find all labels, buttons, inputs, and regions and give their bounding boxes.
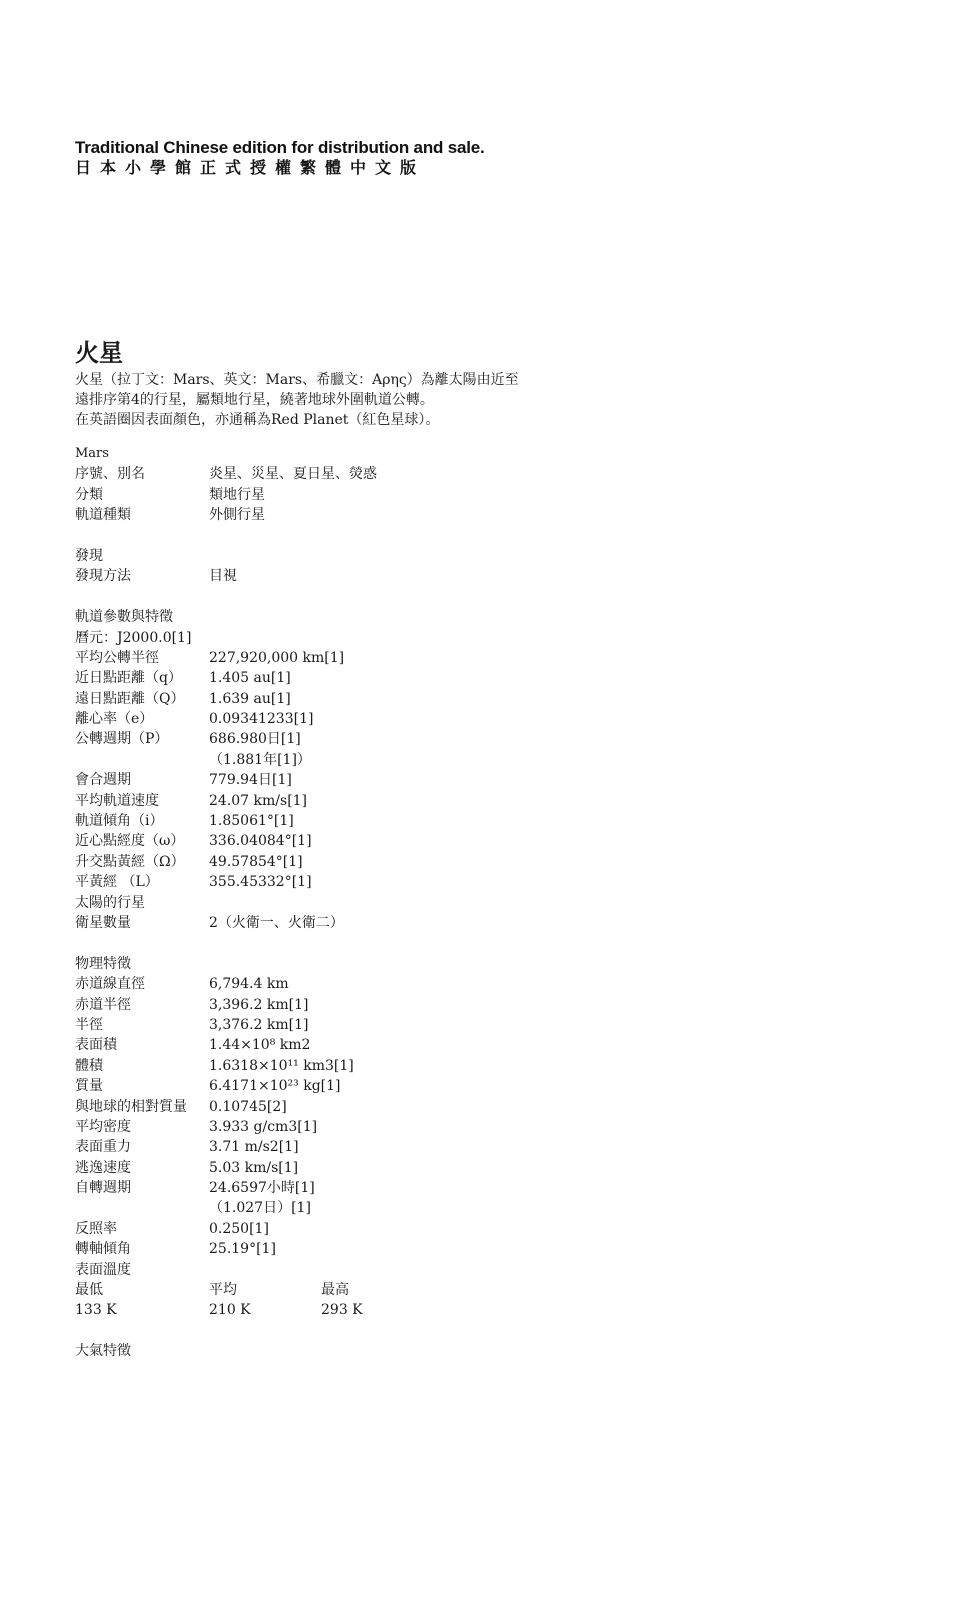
infobox-value: 炎星、災星、夏日星、熒惑 [209,466,377,483]
infobox-row [75,1056,675,1076]
infobox-row [75,1341,675,1361]
infobox-row [75,1015,675,1035]
infobox-value: 355.45332°[1] [209,874,312,891]
infobox-value: （1.027日）[1] [209,1200,311,1217]
infobox-value: 24.6597小時[1] [209,1180,315,1197]
infobox-key: 太陽的行星 [75,894,145,911]
infobox-row [75,770,675,790]
edition-chinese-line: 日本小學館正式授權繁體中文版 [75,160,426,177]
infobox-value: 0.09341233[1] [209,711,314,728]
infobox-key: 赤道線直徑 [75,976,145,993]
infobox-row [75,913,675,933]
infobox-key: 體積 [75,1057,103,1074]
infobox-key: 近心點經度（ω） [75,833,185,850]
infobox-row [75,811,675,831]
infobox-value: 目視 [209,568,237,585]
infobox-key: 軌道傾角（i） [75,813,164,830]
infobox-key: 表面積 [75,1037,117,1054]
infobox-key: 自轉週期 [75,1180,131,1197]
infobox-key: 133 K [75,1302,117,1319]
infobox-row [75,1178,675,1198]
infobox-row [75,1219,675,1239]
infobox-row [75,974,675,994]
infobox-value: 平均 [209,1282,237,1299]
infobox-key: 表面重力 [75,1139,131,1156]
infobox-row [75,464,675,484]
infobox-row [75,831,675,851]
infobox-key: 序號、別名 [75,466,145,483]
infobox-row [75,648,675,668]
infobox-key: 平黃經 （L） [75,874,159,891]
infobox-row [75,872,675,892]
infobox-row [75,1300,675,1320]
infobox-value-secondary: 最高 [321,1282,349,1299]
infobox-key: 大氣特徵 [75,1343,131,1360]
infobox-value: 227,920,000 km[1] [209,649,345,666]
intro-line: 遠排序第4的行星，屬類地行星，繞著地球外圍軌道公轉。 [75,392,434,408]
infobox-key: 離心率（e） [75,711,154,728]
infobox-row [75,1158,675,1178]
infobox-row [75,729,675,749]
infobox-row [75,607,675,627]
infobox-row [75,1137,675,1157]
article-title: 火星 [75,338,123,367]
infobox-value: 49.57854°[1] [209,853,303,870]
infobox-row [75,668,675,688]
infobox-value: 1.639 au[1] [209,690,291,707]
infobox-key: 遠日點距離（Q） [75,690,185,707]
infobox-key: 曆元：J2000.0[1] [75,629,192,646]
infobox-key: 近日點距離（q） [75,670,182,687]
infobox-key: 質量 [75,1078,103,1095]
infobox-key: 平均密度 [75,1118,131,1135]
infobox-key: 平均軌道速度 [75,792,159,809]
infobox-value: 6,794.4 km [209,976,289,993]
infobox-key: 分類 [75,486,103,503]
infobox-value: 3,376.2 km[1] [209,1016,309,1033]
infobox-value: 1.6318×10¹¹ km3[1] [209,1057,354,1074]
infobox-row [75,1239,675,1259]
infobox-row [75,566,675,586]
infobox-key: 物理特徵 [75,955,131,972]
infobox-value: 1.44×10⁸ km2 [209,1037,311,1054]
intro-line: 火星（拉丁文：Mars、英文：Mars、希臘文：Αρης）為離太陽由近至 [75,372,519,388]
infobox-key: 反照率 [75,1220,117,1237]
infobox-value: 3.933 g/cm3[1] [209,1118,318,1135]
infobox-row [75,852,675,872]
infobox-row [75,1097,675,1117]
edition-english-line: Traditional Chinese edition for distribution and sale. [75,138,485,157]
infobox-value: 2（火衛一、火衛二） [209,914,344,931]
infobox-table [75,444,675,1362]
infobox-row [75,791,675,811]
infobox-row [75,1198,675,1218]
infobox-key: Mars [75,446,109,461]
infobox-row [75,505,675,525]
infobox-value: 6.4171×10²³ kg[1] [209,1078,341,1095]
infobox-key: 表面溫度 [75,1261,131,1278]
infobox-value: 5.03 km/s[1] [209,1159,299,1176]
article-intro [75,370,895,430]
infobox-value: 0.250[1] [209,1220,269,1237]
infobox-row [75,1117,675,1137]
infobox-key: 升交點黃經（Ω） [75,853,185,870]
infobox-value: 1.85061°[1] [209,813,294,830]
infobox-key: 最低 [75,1282,103,1299]
infobox-key: 公轉週期（P） [75,731,169,748]
infobox-value: 3,396.2 km[1] [209,996,309,1013]
infobox-row [75,546,675,566]
edition-notice [75,138,485,180]
infobox-key: 半徑 [75,1016,103,1033]
infobox-row [75,954,675,974]
infobox-row [75,628,675,648]
infobox-row [75,893,675,913]
infobox-key: 軌道參數與特徵 [75,609,173,626]
infobox-row [75,1280,675,1300]
infobox-key: 軌道種類 [75,507,131,524]
infobox-value: （1.881年[1]） [209,751,311,768]
infobox-key: 會合週期 [75,772,131,789]
infobox-row [75,1260,675,1280]
infobox-row [75,485,675,505]
infobox-row [75,995,675,1015]
infobox-key: 逃逸速度 [75,1159,131,1176]
article [75,338,895,430]
infobox-value: 0.10745[2] [209,1098,287,1115]
infobox-value: 686.980日[1] [209,731,301,748]
infobox-row [75,689,675,709]
infobox-value: 24.07 km/s[1] [209,792,308,809]
infobox-row [75,444,675,464]
infobox-value: 336.04084°[1] [209,833,312,850]
infobox-value: 1.405 au[1] [209,670,291,687]
infobox-key: 發現 [75,547,103,564]
infobox-value: 類地行星 [209,486,265,503]
intro-line: 在英語圈因表面顏色，亦通稱為Red Planet（紅色星球）。 [75,412,440,428]
infobox-key: 轉軸傾角 [75,1241,131,1258]
infobox-key: 與地球的相對質量 [75,1098,187,1115]
infobox-key: 平均公轉半徑 [75,649,159,666]
infobox-row [75,750,675,770]
infobox-value: 210 K [209,1302,251,1319]
infobox-row [75,1035,675,1055]
infobox-value: 779.94日[1] [209,772,292,789]
infobox-value-secondary: 293 K [321,1302,363,1319]
infobox-row [75,1076,675,1096]
infobox-value: 25.19°[1] [209,1241,276,1258]
infobox-key: 赤道半徑 [75,996,131,1013]
infobox-row [75,709,675,729]
infobox-value: 3.71 m/s2[1] [209,1139,299,1156]
infobox-value: 外側行星 [209,507,265,524]
infobox-key: 發現方法 [75,568,131,585]
infobox-key: 衛星數量 [75,914,131,931]
